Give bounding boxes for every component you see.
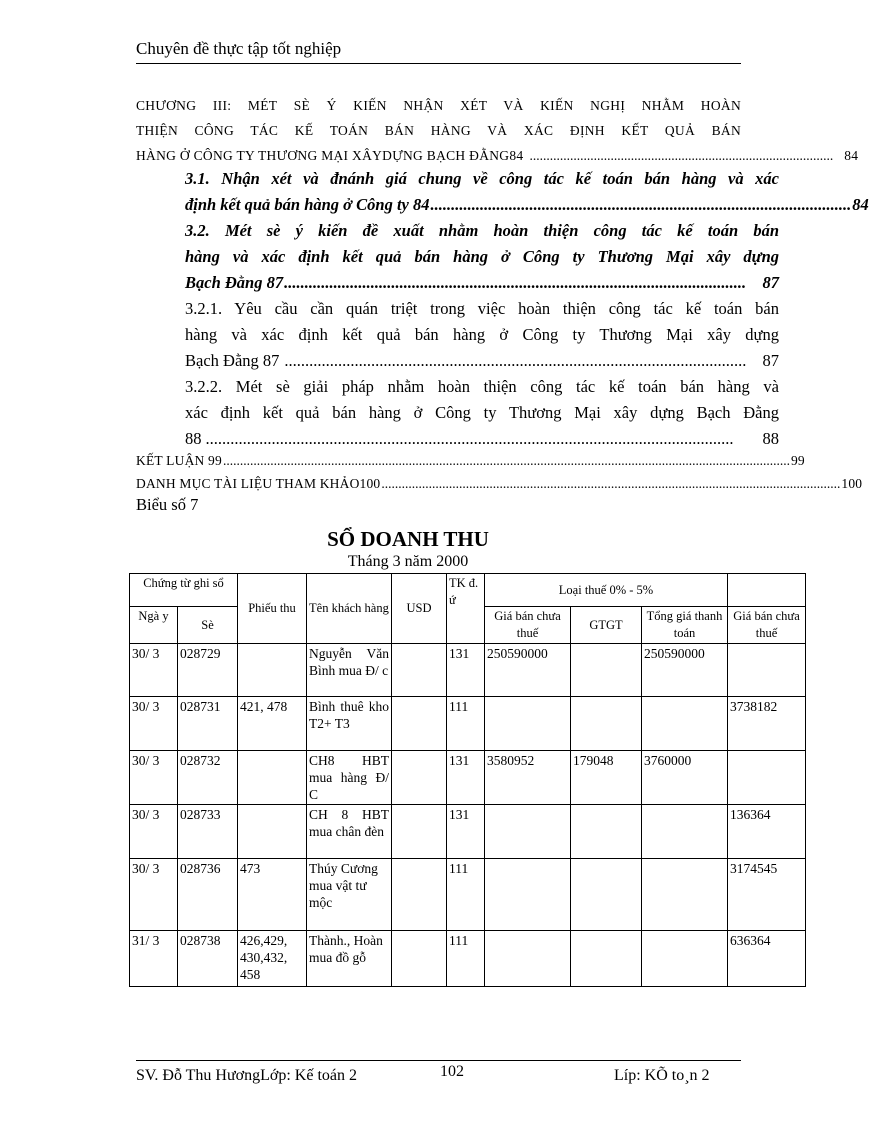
toc-sub-1-line-3 [185,348,779,374]
cell-date: 30/ 3 [130,751,178,805]
toc-sub-1-text: Bạch Đằng 87 [185,351,280,370]
footer-page-number: 102 [440,1063,464,1080]
toc-section-1 [185,166,869,218]
toc-sub-2-text: 88 [185,429,202,448]
header-row-1 [130,574,806,607]
cell-total [642,805,728,859]
cell-number: 028731 [178,697,238,751]
form-label: Biểu số 7 [136,495,199,514]
cell-number: 028736 [178,859,238,931]
cell-receipt: 426,429, 430,432, 458 [238,931,307,987]
header-price-before-tax: Giá bán chưa thuế [485,607,571,644]
header-voucher: Chứng từ ghi sổ [130,574,238,607]
header-date: Ngà y [130,607,178,644]
cell-usd [392,931,447,987]
dot-leader: ................................................................................................................ [284,351,747,370]
toc-references-page: 100 [841,476,863,491]
cell-customer: Thành., Hoàn mua đồ gỗ [307,931,392,987]
cell-price-2: 636364 [728,931,806,987]
toc-sub-1-page: 87 [762,351,779,370]
cell-usd [392,859,447,931]
cell-account: 131 [447,644,485,697]
cell-receipt [238,805,307,859]
cell-price: 3580952 [485,751,571,805]
table-row [130,751,806,805]
toc-conclusion-text: KẾT LUẬN 99 [136,453,222,468]
cell-date: 30/ 3 [130,644,178,697]
toc-conclusion-page: 99 [790,453,805,468]
dot-leader: ................................................................................................................................ [205,429,734,448]
revenue-ledger-table [129,573,806,987]
toc-section-1-line-2 [185,192,869,218]
toc-end-items [136,449,863,495]
cell-vat: 179048 [571,751,642,805]
toc-section-2 [185,218,779,296]
cell-account: 131 [447,805,485,859]
header-account: TK đ. ứ [447,574,485,644]
header-usd: USD [392,574,447,644]
table-row [130,805,806,859]
cell-vat [571,931,642,987]
header-receipt: Phiếu thu [238,574,307,644]
header-price-before-tax-2: Giá bán chưa thuế [728,607,806,644]
toc-chapter-line-1: CHƯƠNG III: MÉT SÈ Ý KIẾN NHẬN XÉT VÀ KIẾN NGHỊ NHẰM HOÀN [136,98,741,113]
toc-references-text: DANH MỤC TÀI LIỆU THAM KHẢO100 [136,476,381,491]
cell-price-2: 3738182 [728,697,806,751]
cell-number: 028732 [178,751,238,805]
cell-receipt: 473 [238,859,307,931]
toc-section-2-line-2: hàng và xác định kết quả bán hàng ở Công ty Thương Mại xây dựng [185,247,779,266]
header-tax-group: Loại thuế 0% - 5% [485,574,728,607]
toc-section-2-text: Bạch Đằng 87 [185,273,284,292]
header-rule [136,63,741,64]
cell-total [642,931,728,987]
cell-account: 111 [447,859,485,931]
toc-sub-2 [185,374,779,452]
toc-sub-1 [185,296,779,374]
cell-price [485,931,571,987]
header-total-payment: Tổng giá thanh toán [642,607,728,644]
cell-receipt [238,644,307,697]
toc-sub-1-line-2: hàng và xác định kết quả bán hàng ở Công ty Thương Mại xây dựng [185,325,779,344]
cell-date: 30/ 3 [130,859,178,931]
header-customer: Tên khách hàng [307,574,392,644]
cell-vat [571,859,642,931]
cell-total [642,697,728,751]
cell-usd [392,751,447,805]
cell-vat [571,644,642,697]
running-header: Chuyên đề thực tập tốt nghiệp [136,39,342,58]
cell-total: 250590000 [642,644,728,697]
cell-price [485,805,571,859]
toc [136,93,859,168]
cell-number: 028738 [178,931,238,987]
toc-chapter-line-3 [136,143,859,168]
cell-vat [571,697,642,751]
cell-number: 028733 [178,805,238,859]
footer-rule [136,1060,741,1061]
dot-leader: ................................................................................................................ [284,273,747,292]
toc-sub-2-line-1: 3.2.2. Mét sè giải pháp nhằm hoàn thiện công tác kế toán bán hàng và [185,377,779,396]
cell-customer: Nguyễn Văn Bình mua Đ/ c [307,644,392,697]
table-row [130,931,806,987]
dot-leader: ........................................................................................................................................................................ [222,453,790,468]
footer-class: Líp: KÕ to¸n 2 [614,1067,710,1084]
cell-account: 111 [447,697,485,751]
toc-sub-2-page: 88 [762,429,779,448]
cell-price-2: 3174545 [728,859,806,931]
dot-leader: ........................................................................................................................................ [381,476,841,491]
cell-receipt [238,751,307,805]
toc-section-2-line-3 [185,270,779,296]
toc-chapter-line-2: THIỆN CÔNG TÁC KẾ TOÁN BÁN HÀNG VÀ XÁC ĐỊNH KẾT QUẢ BÁN [136,123,741,138]
cell-account: 131 [447,751,485,805]
cell-customer: CH8 HBT mua hàng Đ/ C [307,751,392,805]
dot-leader: ...................................................................................................... [430,195,852,214]
cell-price [485,697,571,751]
header-empty [728,574,806,607]
cell-price-2: 136364 [728,805,806,859]
cell-date: 30/ 3 [130,805,178,859]
cell-vat [571,805,642,859]
cell-date: 30/ 3 [130,697,178,751]
cell-price [485,859,571,931]
toc-section-2-page: 87 [762,273,779,292]
header-vat: GTGT [571,607,642,644]
toc-section-1-text: định kết quả bán hàng ở Công ty 84 [185,195,430,214]
cell-receipt: 421, 478 [238,697,307,751]
sheet-month: Tháng 3 năm 2000 [347,553,469,570]
table-row [130,644,806,697]
cell-customer: Thúy Cương mua vật tư mộc [307,859,392,931]
toc-sub-1-line-1: 3.2.1. Yêu cầu cần quán triệt trong việc hoàn thiện công tác kế toán bán [185,299,779,318]
cell-number: 028729 [178,644,238,697]
cell-account: 111 [447,931,485,987]
cell-total: 3760000 [642,751,728,805]
toc-section-1-page: 84 [852,195,869,214]
toc-chapter-text: HÀNG Ở CÔNG TY THƯƠNG MẠI XÂYDỰNG BẠCH ĐẰNG84 [136,148,524,163]
cell-customer: Bình thuê kho T2+ T3 [307,697,392,751]
toc-sub-2-line-2: xác định kết quả bán hàng ở Công ty Thương Mại xây dựng Bạch Đằng [185,403,779,422]
header-number: Sè [178,607,238,644]
footer-student: SV. Đỗ Thu HươngLớp: Kế toán 2 [136,1067,357,1084]
toc-section-2-line-1: 3.2. Mét sè ý kiến đề xuất nhằm hoàn thiện công tác kế toán bán [185,221,779,240]
cell-total [642,859,728,931]
toc-chapter-page: 84 [844,148,859,163]
table-row [130,697,806,751]
cell-usd [392,805,447,859]
cell-usd [392,697,447,751]
toc-references [136,472,863,495]
toc-section-1-line-1: 3.1. Nhận xét và đnánh giá chung về công tác kế toán bán hàng và xác [185,169,779,188]
cell-price-2 [728,644,806,697]
cell-usd [392,644,447,697]
cell-date: 31/ 3 [130,931,178,987]
sheet-title: SỔ DOANH THU [327,527,489,551]
toc-conclusion [136,449,805,472]
dot-leader: .......................................................................................... [529,148,834,163]
cell-price: 250590000 [485,644,571,697]
cell-price-2 [728,751,806,805]
table-row [130,859,806,931]
cell-customer: CH 8 HBT mua chân đèn [307,805,392,859]
